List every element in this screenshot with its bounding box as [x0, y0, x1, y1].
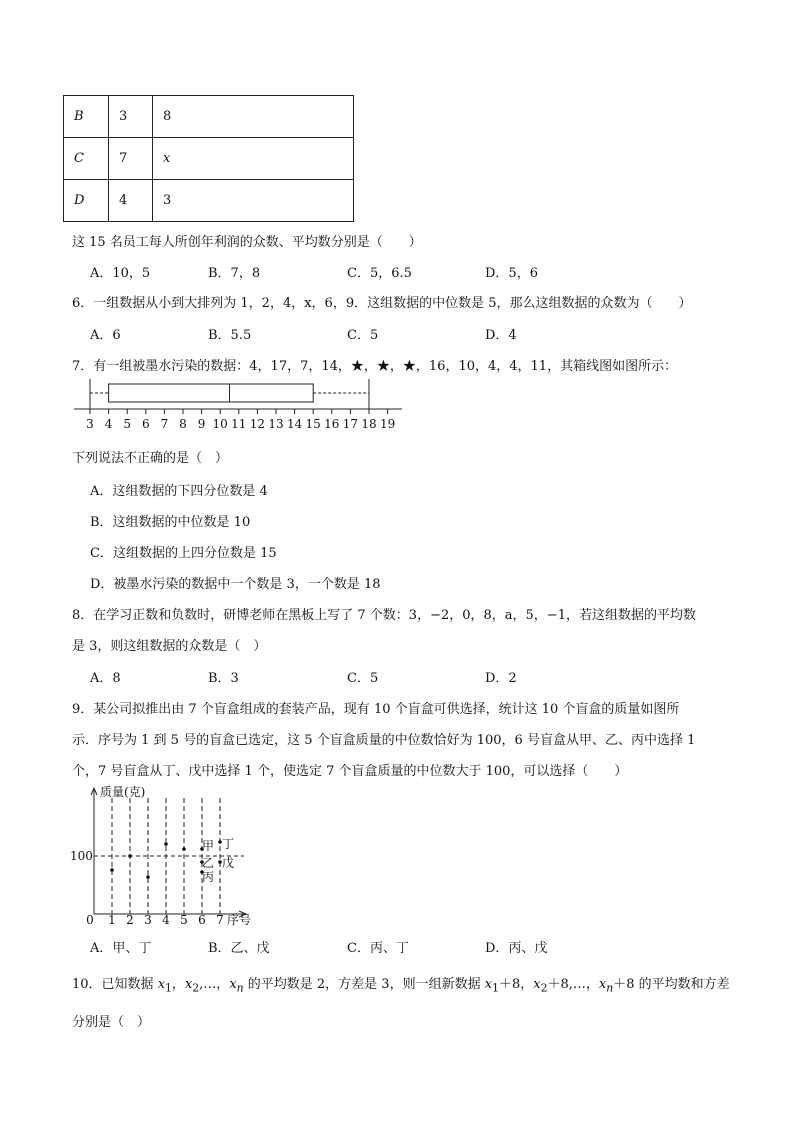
point-label-wu: 戊 — [222, 856, 235, 870]
profit-table — [63, 95, 354, 222]
table-cell: 3 — [153, 180, 354, 222]
q6-stem: 6．一组数据从小到大排列为 1，2，4，x，6，9．这组数据的中位数是 5，那么这组数据的众数为（ ） — [72, 296, 692, 311]
x-tick-label: 4 — [162, 913, 170, 927]
boxplot-tick-label: 7 — [160, 417, 169, 431]
boxplot-tick-label: 19 — [379, 417, 396, 431]
y-axis-label: 质量(克) — [100, 785, 146, 799]
q8-line1: 8．在学习正数和负数时，研博老师在黑板上写了 7 个数：3，−2，0，8，a，5，−1，若这组数据的平均数 — [72, 608, 696, 623]
boxplot-tick-label: 14 — [286, 417, 303, 431]
boxplot-tick-label: 11 — [231, 417, 247, 431]
q10-suffix: 的平均数和方差 — [634, 977, 730, 992]
data-point — [164, 842, 168, 846]
boxplot-tick-label: 3 — [86, 417, 94, 431]
x-tick-label: 7 — [216, 913, 224, 927]
q9-line2: 示．序号为 1 到 5 号的盲盒已选定，这 5 个盲盒质量的中位数恰好为 100，6 号盲盒从甲、乙、丙中选择 1 — [72, 733, 696, 748]
q9-line3: 个，7 号盲盒从丁、戊中选择 1 个，使选定 7 个盲盒质量的中位数大于 100，可以选择（ ） — [72, 764, 628, 779]
y-ref-label: 100 — [70, 849, 93, 863]
x-tick-label: 0 — [86, 913, 94, 927]
boxplot-tick-label: 8 — [179, 417, 187, 431]
boxplot-tick-label: 4 — [104, 417, 113, 431]
table-cell: 4 — [109, 180, 153, 222]
table-cell: C — [64, 138, 109, 180]
q10-line2: 分别是（ ） — [72, 1015, 151, 1030]
boxplot-tick-label: 17 — [342, 417, 359, 431]
x-tick-label: 5 — [180, 913, 188, 927]
q7-boxplot — [70, 378, 410, 434]
q7-option-a[interactable]: A．这组数据的下四分位数是 4 — [90, 484, 268, 499]
table-row — [64, 138, 354, 180]
q10-line1 — [72, 973, 730, 995]
boxplot-tick-label: 9 — [197, 417, 206, 431]
table-cell: 7 — [109, 138, 153, 180]
point-label-bing: 丙 — [202, 870, 215, 884]
boxplot-box — [109, 384, 314, 402]
point-label-yi: 乙 — [202, 856, 215, 870]
x-tick-label: 2 — [126, 913, 134, 927]
data-point — [146, 875, 150, 879]
x-tick-label: 1 — [108, 913, 116, 927]
boxplot-tick-label: 15 — [305, 417, 321, 431]
q8-option-c[interactable]: C．5 — [347, 671, 379, 686]
x-tick-label: 3 — [144, 913, 152, 927]
q9-option-b[interactable]: B．乙、戊 — [208, 941, 270, 956]
q6-option-b[interactable]: B．5.5 — [208, 328, 252, 343]
data-point — [182, 847, 186, 851]
q5-option-a[interactable]: A．10，5 — [90, 266, 151, 281]
q7-option-c[interactable]: C．这组数据的上四分位数是 15 — [90, 546, 277, 561]
table-cell: 3 — [109, 96, 153, 138]
q6-option-c[interactable]: C．5 — [347, 328, 379, 343]
q9-mass-chart — [68, 782, 268, 927]
q5-stem: 这 15 名员工每人所创年利润的众数、平均数分别是（ ） — [72, 235, 422, 250]
q10-prefix: 10．已知数据 — [72, 977, 158, 992]
q6-option-d[interactable]: D．4 — [485, 328, 517, 343]
q7-option-b[interactable]: B．这组数据的中位数是 10 — [90, 515, 251, 530]
q9-option-d[interactable]: D．丙、戊 — [485, 941, 548, 956]
boxplot-tick-label: 18 — [361, 417, 377, 431]
table-row — [64, 180, 354, 222]
point-label-jia: 甲 — [202, 839, 215, 853]
boxplot-tick-label: 16 — [324, 417, 340, 431]
boxplot-tick-label: 10 — [212, 417, 228, 431]
q8-option-a[interactable]: A．8 — [90, 671, 121, 686]
q10-new-data-formula: $x_1+8$，$x_2+8,\dots$，$x_n+8$ — [484, 977, 635, 995]
table-cell: B — [64, 96, 109, 138]
q8-option-b[interactable]: B．3 — [208, 671, 239, 686]
point-label-ding: 丁 — [222, 837, 235, 851]
boxplot-tick-label: 5 — [123, 417, 132, 431]
boxplot-tick-label: 6 — [141, 417, 150, 431]
table-row — [64, 96, 354, 138]
q6-option-a[interactable]: A．6 — [90, 328, 121, 343]
data-point — [128, 854, 132, 858]
q7-question: 下列说法不正确的是（ ） — [72, 451, 229, 466]
q7-option-d[interactable]: D．被墨水污染的数据中一个数是 3，一个数是 18 — [90, 577, 381, 592]
q5-option-d[interactable]: D．5，6 — [485, 266, 538, 281]
boxplot-tick-label: 12 — [249, 417, 266, 431]
q9-option-c[interactable]: C．丙、丁 — [347, 941, 409, 956]
q8-option-d[interactable]: D．2 — [485, 671, 517, 686]
table-cell: 8 — [153, 96, 354, 138]
q5-option-b[interactable]: B．7，8 — [208, 266, 261, 281]
data-point — [110, 868, 114, 872]
q9-option-a[interactable]: A．甲、丁 — [90, 941, 152, 956]
q8-line2: 是 3，则这组数据的众数是（ ） — [72, 639, 267, 654]
x-tick-label: 6 — [198, 913, 206, 927]
q7-stem: 7．有一组被墨水污染的数据：4，17，7，14，★，★，★，16，10，4，4，11，其箱线图如图所示： — [72, 359, 678, 374]
table-cell: D — [64, 180, 109, 222]
table-cell: x — [153, 138, 354, 180]
q9-line1: 9．某公司拟推出由 7 个盲盒组成的套装产品，现有 10 个盲盒可供选择，统计这 10 个盲盒的质量如图所 — [72, 702, 680, 717]
q10-data-formula: $x_1$，$x_2,\dots$，$x_n$ — [157, 977, 244, 995]
x-axis-label: 序号 — [227, 913, 252, 927]
q5-option-c[interactable]: C．5，6.5 — [347, 266, 412, 281]
q10-middle: 的平均数是 2，方差是 3，则一组新数据 — [243, 977, 485, 992]
boxplot-tick-label: 13 — [268, 417, 284, 431]
